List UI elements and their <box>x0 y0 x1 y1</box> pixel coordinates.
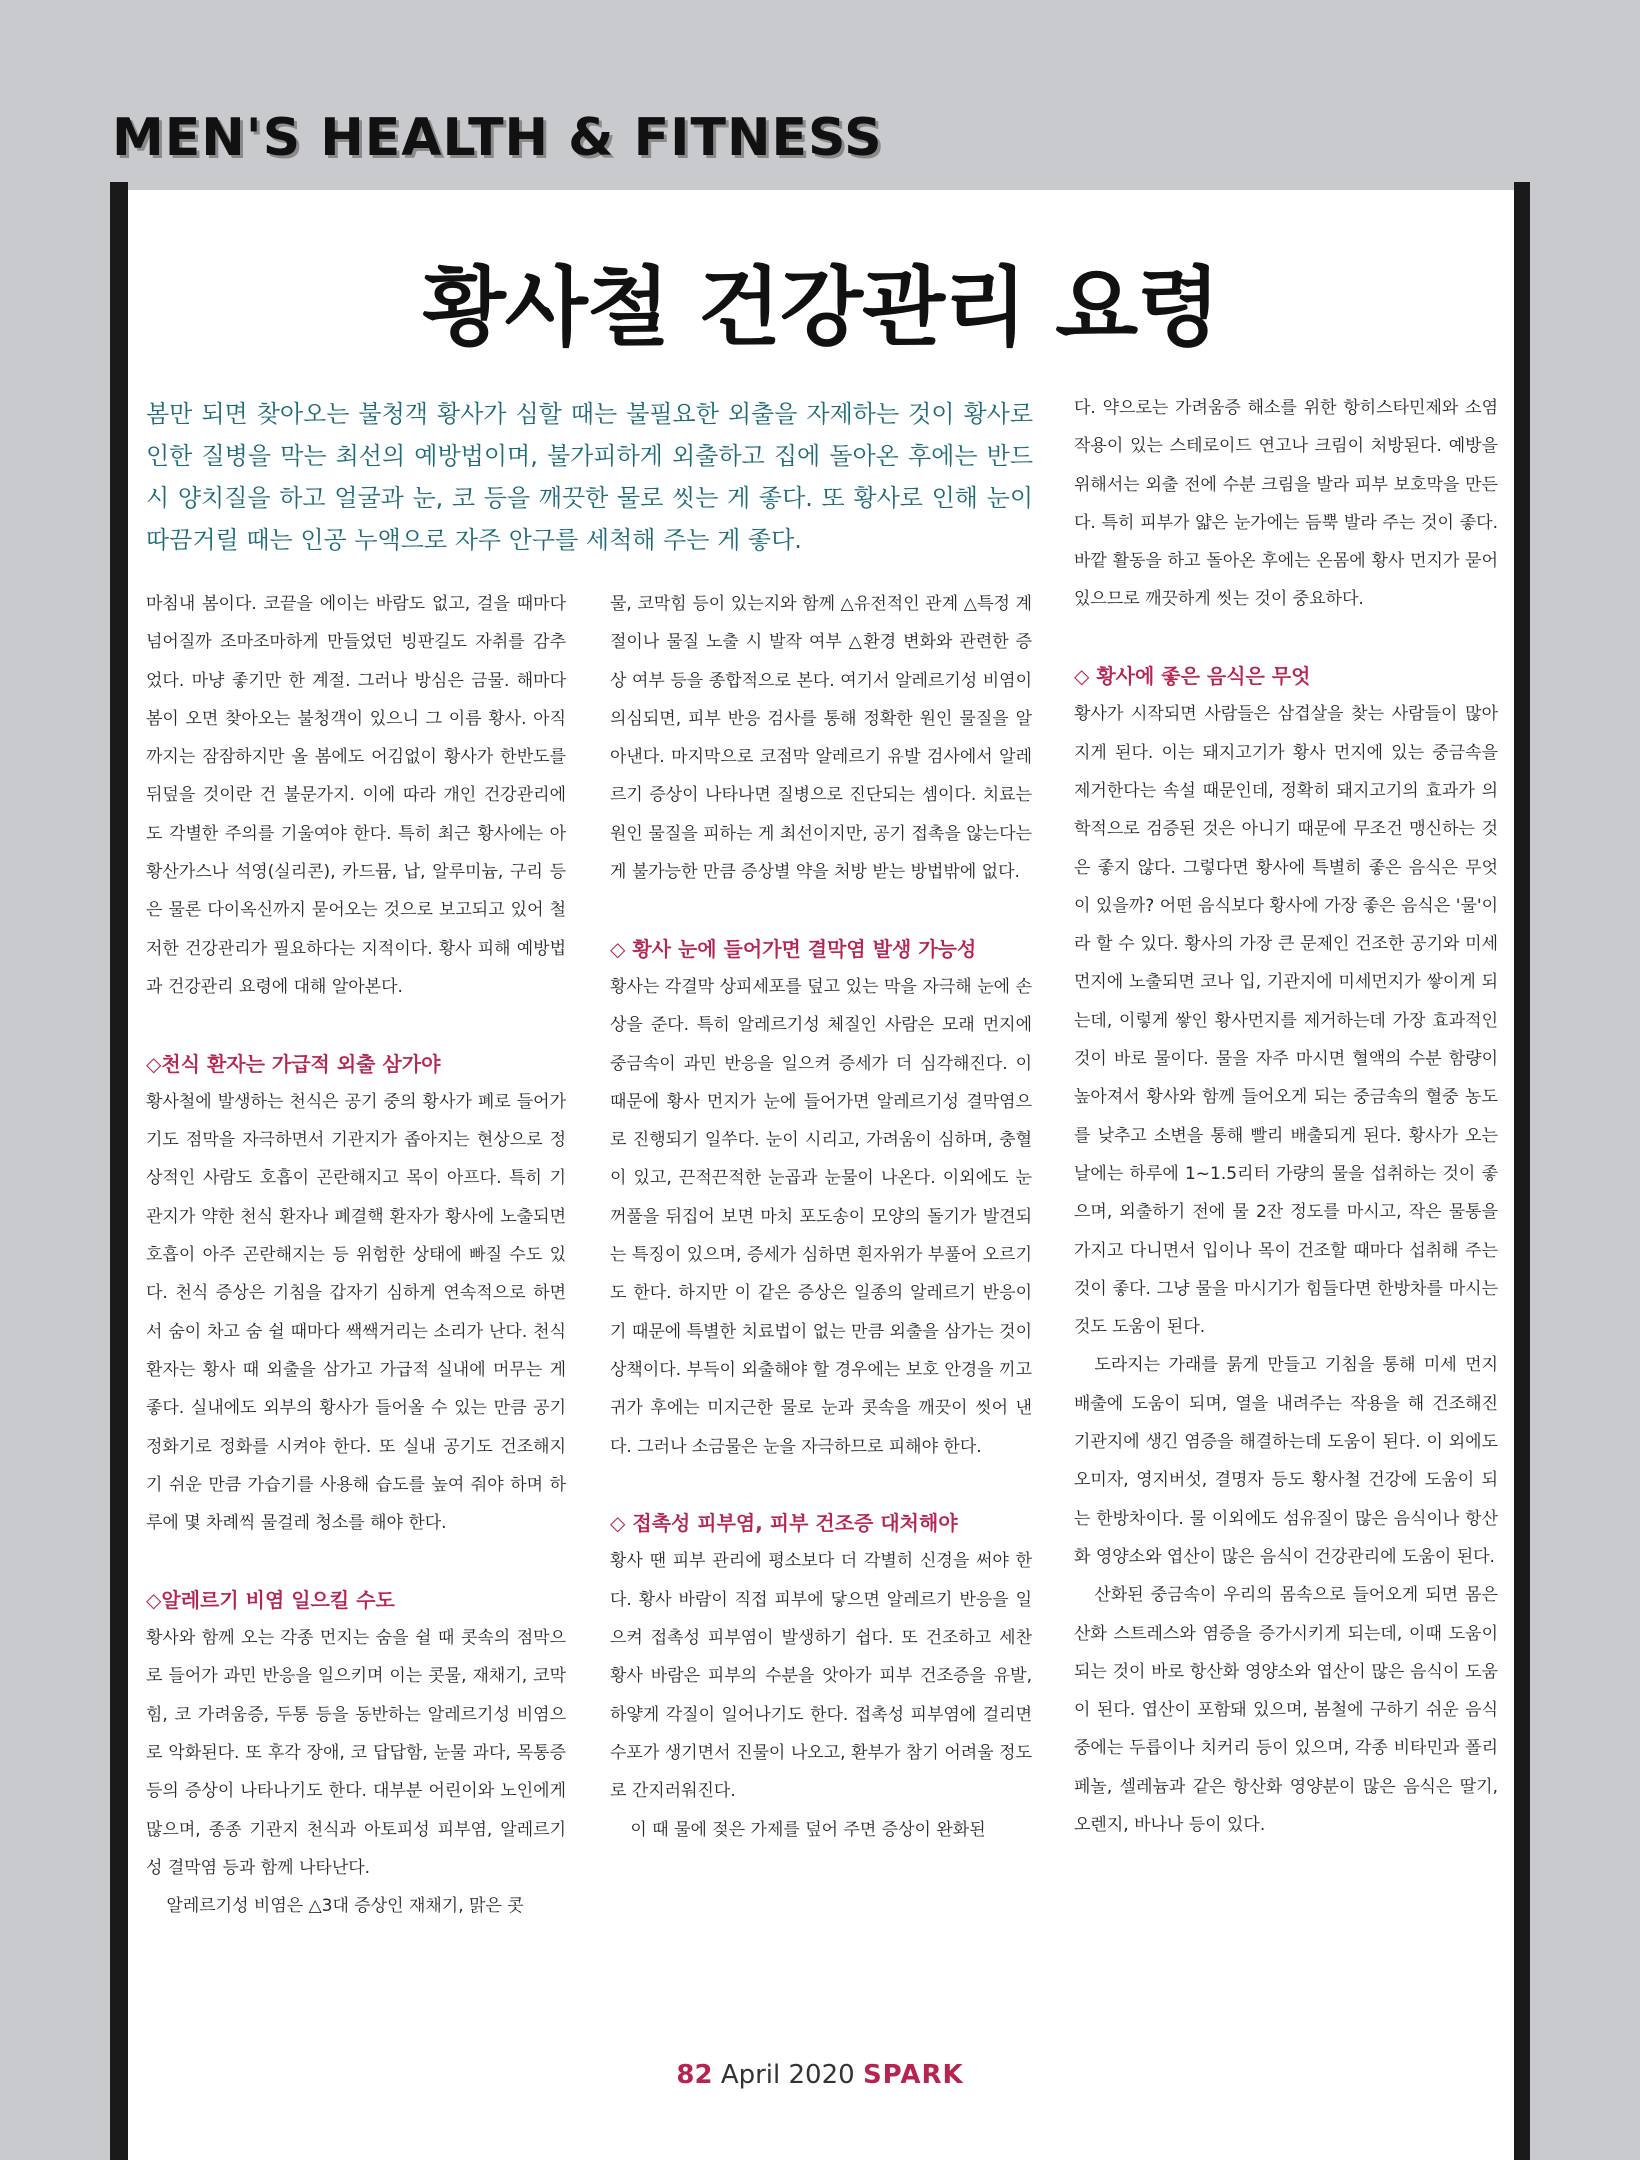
article-headline: 황사철 건강관리 요령 <box>422 258 1220 358</box>
food-heading: ◇ 황사에 좋은 음식은 무엇 <box>1074 664 1311 689</box>
food-paragraph-2: 도라지는 가래를 묽게 만들고 기침을 통해 미세 먼지 배출에 도움이 되며, 열을 내려주는 작용을 해 건조해진 기관지에 생긴 염증을 해결하는데 도움이 된다. 이 외에도 오미자, 영지버섯, 결명자 등도 황사철 건강에 도움이 되는 한방차이다. 물 이외에도 섬유질이 많은 음식이나 항산화 영양소와 엽산이 많은 음식이 건강관리에 도움이 된다. <box>1074 1355 1498 1567</box>
eye-paragraph: 황사는 각결막 상피세포를 덮고 있는 막을 자극해 눈에 손상을 준다. 특히 알레르기성 체질인 사람은 모래 먼지에 중금속이 과민 반응을 일으켜 증세가 더 심각해진다. 이 때문에 황사 먼지가 눈에 들어가면 알레르기성 결막염으로 진행되기 일쑤다. 눈이 시리고, 가려움이 심하며, 충혈이 있고, 끈적끈적한 눈곱과 눈물이 나온다. 이외에도 눈꺼풀을 뒤집어 보면 마치 포도송이 모양의 돌기가 발견되는 특징이 있으며, 증세가 심하면 흰자위가 부풀어 오르기도 한다. 하지만 이 같은 증상은 일종의 알레르기 반응이기 때문에 특별한 치료법이 없는 만큼 외출을 삼가는 것이 상책이다. 부득이 외출해야 할 경우에는 보호 안경을 끼고 귀가 후에는 미지근한 물로 눈과 콧속을 깨끗이 씻어 낸다. 그러나 소금물은 눈을 자극하므로 피해야 한다. <box>610 976 1032 1457</box>
column-3 <box>1074 389 1498 1844</box>
page-footer <box>0 2060 1640 2090</box>
food-paragraph: 황사가 시작되면 사람들은 삼겹살을 찾는 사람들이 많아지게 된다. 이는 돼지고기가 황사 먼지에 있는 중금속을 제거한다는 속설 때문인데, 정확히 돼지고기의 효과가 의학적으로 검증된 것은 아니기 때문에 무조건 맹신하는 것은 좋지 않다. 그렇다면 황사에 특별히 좋은 음식은 무엇이 있을까? 어떤 음식보다 황사에 가장 좋은 음식은 '물'이라 할 수 있다. 황사의 가장 큰 문제인 건조한 공기와 미세 먼지에 노출되면 코나 입, 기관지에 미세먼지가 쌓이게 되는데, 이렇게 쌓인 황사먼지를 제거하는데 가장 효과적인 것이 바로 물이다. 물을 자주 마시면 혈액의 수분 함량이 높아져서 황사와 함께 들어오게 되는 중금속의 혈중 농도를 낮추고 소변을 통해 빨리 배출되게 된다. 황사가 오는 날에는 하루에 1~1.5리터 가량의 물을 섭취하는 것이 좋으며, 외출하기 전에 물 2잔 정도를 마시고, 작은 물통을 가지고 다니면서 입이나 목이 건조할 때마다 섭취해 주는 것이 좋다. 그냥 물을 마시기가 힘들다면 한방차를 마시는 것도 도움이 된다. <box>1074 704 1498 1338</box>
eye-heading: ◇ 황사 눈에 들어가면 결막염 발생 가능성 <box>610 936 977 961</box>
column-1 <box>146 585 566 1925</box>
asthma-paragraph: 황사철에 발생하는 천식은 공기 중의 황사가 폐로 들어가 기도 점막을 자극하면서 기관지가 좁아지는 현상으로 정상적인 사람도 호흡이 곤란해지고 목이 아프다. 특히 기관지가 약한 천식 환자나 폐결핵 환자가 황사에 노출되면 호흡이 아주 곤란해지는 등 위험한 상태에 빠질 수도 있다. 천식 증상은 기침을 갑자기 심하게 연속적으로 하면서 숨이 차고 숨 쉴 때마다 쌕쌕거리는 소리가 난다. 천식 환자는 황사 때 외출을 삼가고 가급적 실내에 머무는 게 좋다. 실내에도 외부의 황사가 들어올 수 있는 만큼 공기정화기로 정화를 시켜야 한다. 또 실내 공기도 건조해지기 쉬운 만큼 가습기를 사용해 습도를 높여 줘야 하며 하루에 몇 차례씩 물걸레 청소를 해야 한다. <box>146 1091 566 1534</box>
intro-paragraph: 마침내 봄이다. 코끝을 에이는 바람도 없고, 걸을 때마다 넘어질까 조마조마하게 만들었던 빙판길도 자취를 감추었다. 마냥 좋기만 한 계절. 그러나 방심은 금물. 해마다 봄이 오면 찾아오는 불청객이 있으니 그 이름 황사. 아직까지는 잠잠하지만 올 봄에도 어김없이 황사가 한반도를 뒤덮을 것이란 건 불문가지. 이에 따라 개인 건강관리에도 각별한 주의를 기울여야 한다. 특히 최근 황사에는 아황산가스나 석영(실리콘), 카드뮴, 납, 알루미늄, 구리 등은 물론 다이옥신까지 묻어오는 것으로 보고되고 있어 철저한 건강관리가 필요하다는 지적이다. 황사 피해 예방법과 건강관리 요령에 대해 알아본다. <box>146 594 566 997</box>
left-page-border <box>110 182 128 2160</box>
right-page-border <box>1514 182 1530 2160</box>
issue-date: April 2020 <box>720 2060 855 2090</box>
skin-paragraph-2: 이 때 물에 젖은 가제를 덮어 주면 증상이 완화된 <box>630 1819 986 1840</box>
column-2 <box>610 585 1032 1849</box>
skin-continued: 다. 약으로는 가려움증 해소를 위한 항히스타민제와 소염 작용이 있는 스테로이드 연고나 크림이 처방된다. 예방을 위해서는 외출 전에 수분 크림을 발라 피부 보호막을 만든다. 특히 피부가 얇은 눈가에는 듬뿍 발라 주는 것이 좋다. 바깥 활동을 하고 돌아온 후에는 온몸에 황사 먼지가 묻어 있으므로 깨끗하게 씻는 것이 중요하다. <box>1074 398 1498 610</box>
skin-heading: ◇ 접촉성 피부염, 피부 건조증 대처해야 <box>610 1511 958 1536</box>
rhinitis-paragraph: 황사와 함께 오는 각종 먼지는 숨을 쉴 때 콧속의 점막으로 들어가 과민 반응을 일으키며 이는 콧물, 재채기, 코막힘, 코 가려움증, 두통 등을 동반하는 알레르기성 비염으로 악화된다. 또 후각 장애, 코 답답함, 눈물 과다, 목통증 등의 증상이 나타나기도 한다. 대부분 어린이와 노인에게 많으며, 종종 기관지 천식과 아토피성 피부염, 알레르기성 결막염 등과 함께 나타난다. <box>146 1628 566 1878</box>
page-number: 82 <box>676 2060 713 2090</box>
rhinitis-paragraph-2: 알레르기성 비염은 △3대 증상인 재채기, 맑은 콧 <box>166 1896 524 1917</box>
rhinitis-heading: ◇알레르기 비염 일으킬 수도 <box>146 1587 395 1612</box>
skin-paragraph: 황사 땐 피부 관리에 평소보다 더 각별히 신경을 써야 한다. 황사 바람이 직접 피부에 닿으면 알레르기 반응을 일으켜 접촉성 피부염이 발생하기 쉽다. 또 건조하고 세찬 황사 바람은 피부의 수분을 앗아가 피부 건조증을 유발, 하얗게 각질이 일어나기도 한다. 접촉성 피부염에 걸리면 수포가 생기면서 진물이 나오고, 환부가 참기 어려울 정도로 간지러워진다. <box>610 1551 1032 1802</box>
left-margin-band <box>0 190 110 2160</box>
rhinitis-continued: 물, 코막힘 등이 있는지와 함께 △유전적인 관계 △특정 계절이나 물질 노출 시 발작 여부 △환경 변화와 관련한 증상 여부 등을 종합적으로 본다. 여기서 알레르기성 비염이 의심되면, 피부 반응 검사를 통해 정확한 원인 물질을 알아낸다. 마지막으로 코점막 알레르기 유발 검사에서 알레르기 증상이 나타나면 질병으로 진단되는 셈이다. 치료는 원인 물질을 피하는 게 최선이지만, 공기 접촉을 않는다는 게 불가능한 만큼 증상별 약을 처방 받는 방법밖에 없다. <box>610 594 1032 883</box>
magazine-name: SPARK <box>862 2060 964 2090</box>
food-paragraph-3: 산화된 중금속이 우리의 몸속으로 들어오게 되면 몸은 산화 스트레스와 염증을 증가시키게 되는데, 이때 도움이 되는 것이 바로 항산화 영양소와 엽산이 많은 음식이 도움이 된다. 엽산이 포함돼 있으며, 봄철에 구하기 쉬운 음식 중에는 두릅이나 치커리 등이 있으며, 각종 비타민과 폴리페놀, 셀레늄과 같은 항산화 영양분이 많은 음식은 딸기, 오렌지, 바나나 등이 있다. <box>1074 1585 1498 1835</box>
asthma-heading: ◇천식 환자는 가급적 외출 삼가야 <box>146 1051 441 1076</box>
section-title: MEN'S HEALTH & FITNESS <box>112 108 883 168</box>
article-lead: 봄만 되면 찾아오는 불청객 황사가 심할 때는 불필요한 외출을 자제하는 것이 황사로 인한 질병을 막는 최선의 예방법이며, 불가피하게 외출하고 집에 돌아온 후에는 반드시 양치질을 하고 얼굴과 눈, 코 등을 깨끗한 물로 씻는 게 좋다. 또 황사로 인해 눈이 따끔거릴 때는 인공 누액으로 자주 안구를 세척해 주는 게 좋다. <box>146 400 1033 554</box>
right-margin-band <box>1530 190 1640 2160</box>
